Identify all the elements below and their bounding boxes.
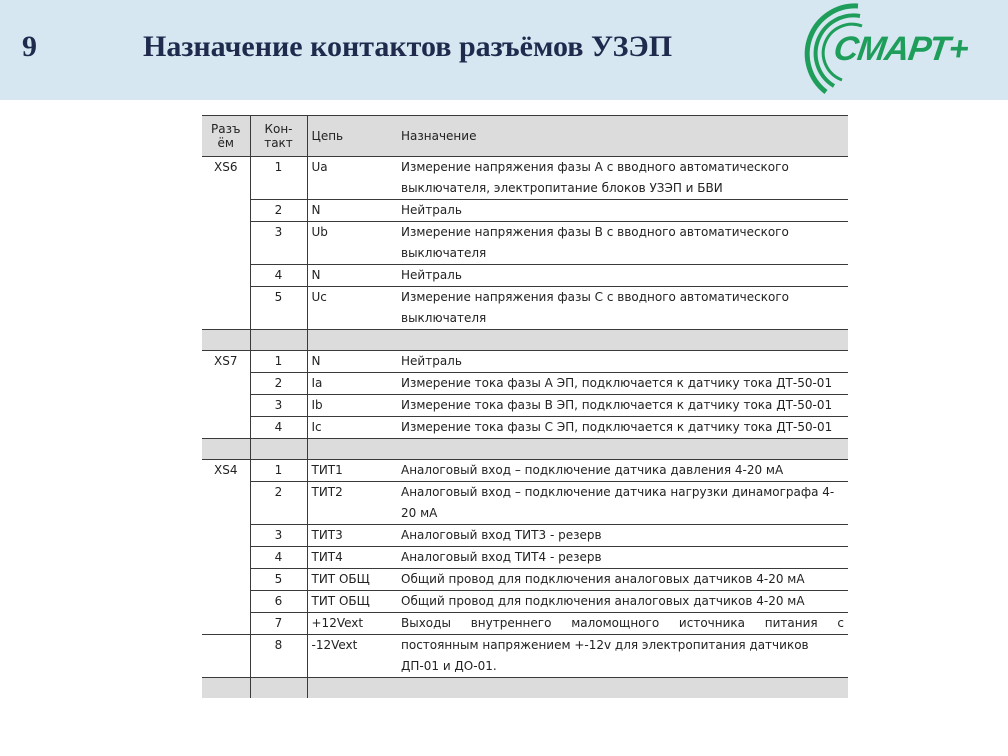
circuit-name: ТИТ3 (307, 525, 397, 547)
table-row (202, 635, 848, 678)
pin-number: 5 (250, 569, 307, 591)
pin-number: 3 (250, 222, 307, 265)
connector-xs6: XS6 (202, 157, 250, 330)
table-row (202, 460, 848, 482)
section-separator (202, 330, 848, 351)
section-separator (202, 439, 848, 460)
circuit-name: Ic (307, 417, 397, 439)
pin-description: Аналоговый вход – подключение датчика нагрузки динамографа 4-20 мА (397, 482, 848, 525)
table-row (202, 157, 848, 200)
pin-description: постоянным напряжением +-12v для электропитания датчиков ДП-01 и ДО-01. (397, 635, 848, 678)
pin-number: 5 (250, 287, 307, 330)
pin-description: Аналоговый вход ТИТ3 - резерв (397, 525, 848, 547)
pin-number: 2 (250, 373, 307, 395)
pin-assignment-table-wrapper (202, 115, 848, 698)
pin-description: Общий провод для подключения аналоговых датчиков 4-20 мА (397, 591, 848, 613)
circuit-name: Ib (307, 395, 397, 417)
pin-description: Измерение тока фазы А ЭП, подключается к датчику тока ДТ-50-01 (397, 373, 848, 395)
pin-number: 6 (250, 591, 307, 613)
circuit-name: Ua (307, 157, 397, 200)
circuit-name: N (307, 265, 397, 287)
circuit-name: N (307, 351, 397, 373)
table-row (202, 287, 848, 330)
slide-title: Назначение контактов разъёмов УЗЭП (143, 30, 673, 63)
header-circuit: Цепь (307, 116, 397, 157)
table-row (202, 569, 848, 591)
circuit-name: -12Vext (307, 635, 397, 678)
table-row (202, 265, 848, 287)
circuit-name: ТИТ ОБЩ (307, 569, 397, 591)
circuit-name: ТИТ4 (307, 547, 397, 569)
pin-number: 8 (250, 635, 307, 678)
connector-xs7: XS7 (202, 351, 250, 439)
circuit-name: ТИТ2 (307, 482, 397, 525)
table-row (202, 395, 848, 417)
pin-number: 3 (250, 525, 307, 547)
pin-description: Выходы внутреннего маломощного источника питания с (397, 613, 848, 635)
pin-description: Измерение тока фазы В ЭП, подключается к датчику тока ДТ-50-01 (397, 395, 848, 417)
table-row (202, 525, 848, 547)
circuit-name: +12Vext (307, 613, 397, 635)
header-purpose: Назначение (397, 116, 848, 157)
slide-number: 9 (22, 30, 37, 63)
table-row (202, 613, 848, 635)
table-row (202, 222, 848, 265)
connector-empty (202, 635, 250, 678)
circuit-name: Ub (307, 222, 397, 265)
pin-description: Измерение напряжения фазы А с вводного автоматического выключателя, электропитание блоков УЗЭП и БВИ (397, 157, 848, 200)
table-row (202, 373, 848, 395)
table-row (202, 351, 848, 373)
table-row (202, 417, 848, 439)
header-pin: Кон- такт (250, 116, 307, 157)
pin-number: 7 (250, 613, 307, 635)
header-connector: Разъ ём (202, 116, 250, 157)
circuit-name: ТИТ ОБЩ (307, 591, 397, 613)
section-separator (202, 678, 848, 699)
connector-xs4: XS4 (202, 460, 250, 635)
pin-description: Общий провод для подключения аналоговых датчиков 4-20 мА (397, 569, 848, 591)
pin-description: Аналоговый вход ТИТ4 - резерв (397, 547, 848, 569)
table-row (202, 547, 848, 569)
pin-number: 1 (250, 460, 307, 482)
pin-number: 2 (250, 482, 307, 525)
circuit-name: N (307, 200, 397, 222)
smart-plus-logo (796, 0, 1006, 100)
circuit-name: Uc (307, 287, 397, 330)
pin-description: Нейтраль (397, 351, 848, 373)
logo-text: СМАРТ+ (831, 30, 971, 68)
pin-number: 1 (250, 351, 307, 373)
pin-number: 3 (250, 395, 307, 417)
table-row (202, 482, 848, 525)
circuit-name: ТИТ1 (307, 460, 397, 482)
pin-description: Измерение напряжения фазы В с вводного автоматического выключателя (397, 222, 848, 265)
pin-number: 4 (250, 417, 307, 439)
table-header-row (202, 116, 848, 157)
pin-description: Нейтраль (397, 265, 848, 287)
pin-description: Нейтраль (397, 200, 848, 222)
pin-assignment-table (202, 115, 848, 698)
table-row (202, 200, 848, 222)
pin-number: 2 (250, 200, 307, 222)
circuit-name: Ia (307, 373, 397, 395)
table-row (202, 591, 848, 613)
pin-number: 4 (250, 265, 307, 287)
pin-description: Аналоговый вход – подключение датчика давления 4-20 мА (397, 460, 848, 482)
pin-number: 4 (250, 547, 307, 569)
pin-description: Измерение тока фазы С ЭП, подключается к датчику тока ДТ-50-01 (397, 417, 848, 439)
pin-number: 1 (250, 157, 307, 200)
pin-description: Измерение напряжения фазы С с вводного автоматического выключателя (397, 287, 848, 330)
